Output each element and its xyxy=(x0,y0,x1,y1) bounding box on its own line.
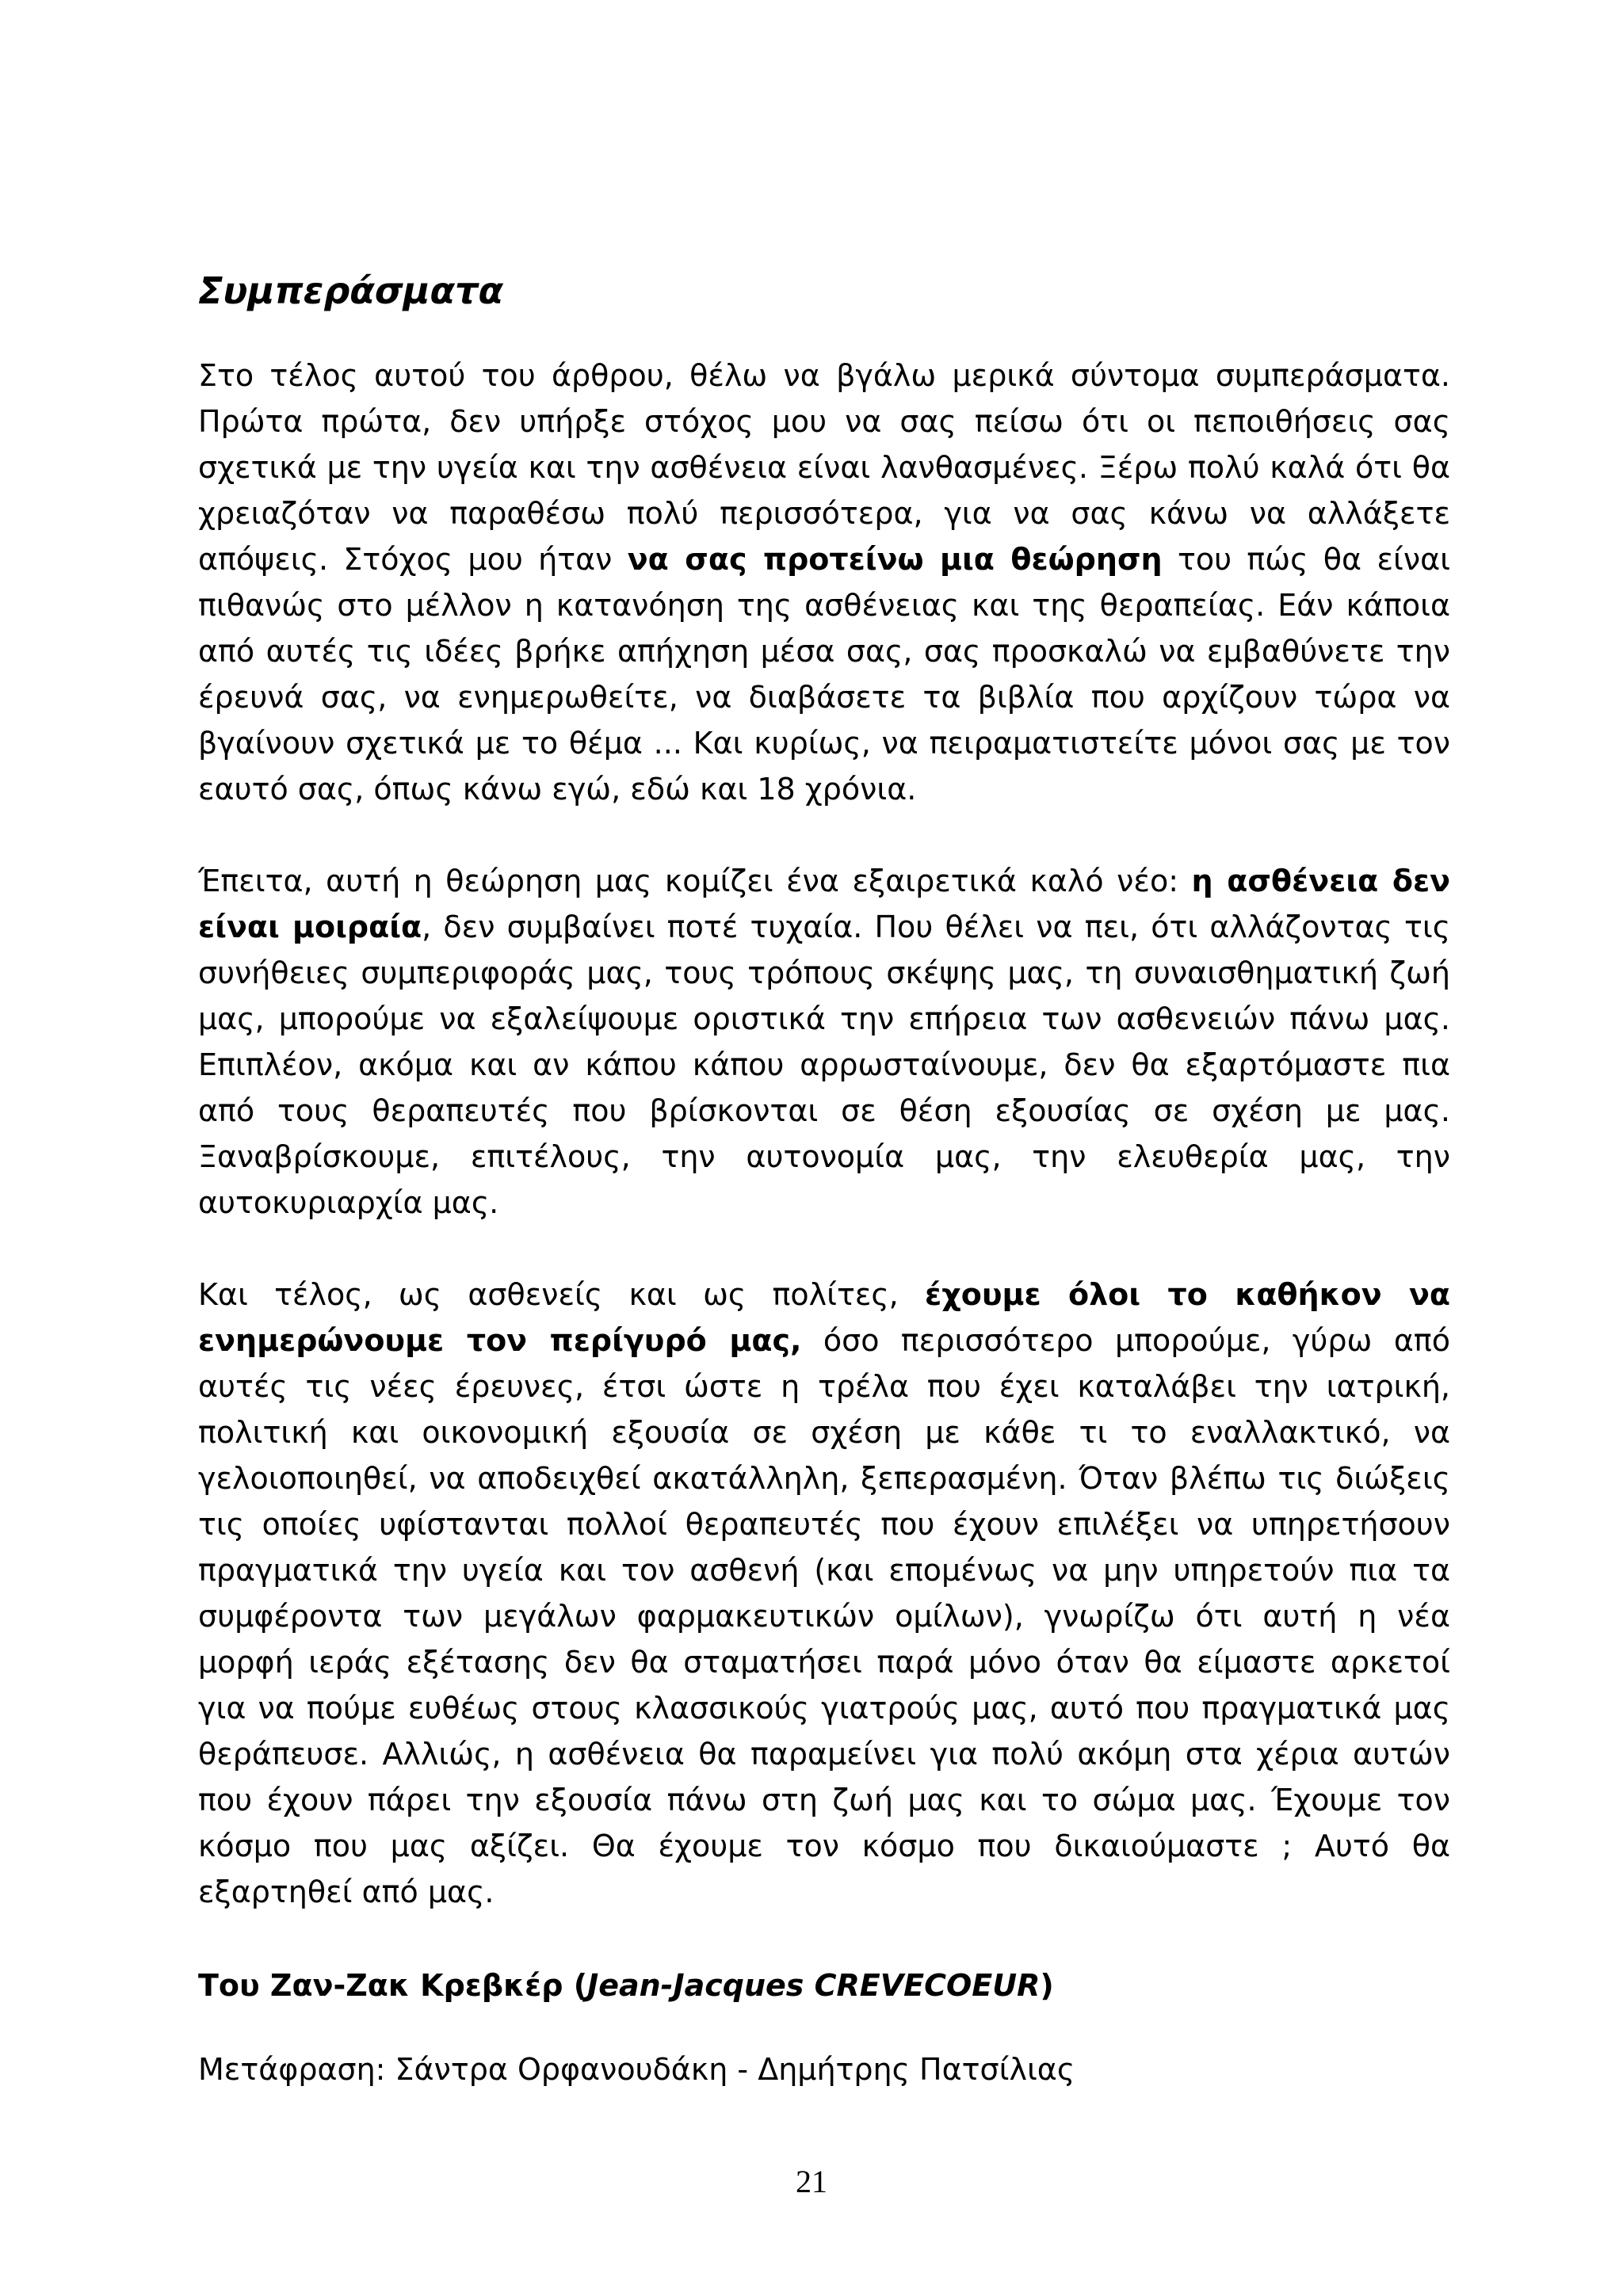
paragraph-2-text-b: , δεν συμβαίνει ποτέ τυχαία. Που θέλει να πει, ότι αλλάζοντας τις συνήθειες συμπεριφοράς μας, τους τρόπους σκέψης μας, τη συναισθηματική ζωή μας, μπορούμε να εξαλείψουμε οριστικά την επήρεια των ασθενειών πάνω μας. Επιπλέον, ακόμα και αν κάπου κάπου αρρωσταίνουμε, δεν θα εξαρτόμαστε πια από τους θεραπευτές που βρίσκονται σε θέση εξουσίας σε σχέση με μας. Ξαναβρίσκουμε, επιτέλους, την αυτονομία μας, την ελευθερία μας, την αυτοκυριαρχία μας. xyxy=(198,910,1450,1221)
paragraph-1-text-b: του πώς θα είναι πιθανώς στο μέλλον η κατανόηση της ασθένειας και της θεραπείας. Εάν κάποια από αυτές τις ιδέες βρήκε απήχηση μέσα σας, σας προσκαλώ να εμβαθύνετε την έρευνά σας, να ενημερωθείτε, να διαβάσετε τα βιβλία που αρχίζουν τώρα να βγαίνουν σχετικά με το θέμα ... Και κυρίως, να πειραματιστείτε μόνοι σας με τον εαυτό σας, όπως κάνω εγώ, εδώ και 18 χρόνια. xyxy=(198,542,1450,807)
paragraph-1 xyxy=(198,353,1450,812)
paragraph-3-text-a: Και τέλος, ως ασθενείς και ως πολίτες, xyxy=(198,1277,926,1313)
paragraph-1-emphasis: να σας προτείνω μια θεώρηση xyxy=(627,542,1163,578)
paragraph-3 xyxy=(198,1272,1450,1915)
paragraph-3-text-b: όσο περισσότερο μπορούμε, γύρω από αυτές τις νέες έρευνες, έτσι ώστε η τρέλα που έχει καταλάβει την ιατρική, πολιτική και οικονομική εξουσία σε σχέση με κάθε τι το εναλλακτικό, να γελοιοποιηθεί, να αποδειχθεί ακατάλληλη, ξεπερασμένη. Όταν βλέπω τις διώξεις τις οποίες υφίστανται πολλοί θεραπευτές που έχουν επιλέξει να υπηρετήσουν πραγματικά την υγεία και τον ασθενή (και επομένως να μην υπηρετούν πια τα συμφέροντα των μεγάλων φαρμακευτικών ομίλων), γνωρίζω ότι αυτή η νέα μορφή ιεράς εξέτασης δεν θα σταματήσει παρά μόνο όταν θα είμαστε αρκετοί για να πούμε ευθέως στους κλασσικούς γιατρούς μας, αυτό που πραγματικά μας θεράπευσε. Αλλιώς, η ασθένεια θα παραμείνει για πολύ ακόμη στα χέρια αυτών που έχουν πάρει την εξουσία πάνω στη ζωή μας και το σώμα μας. Έχουμε τον κόσμο που μας αξίζει. Θα έχουμε τον κόσμο που δικαιούμαστε ; Αυτό θα εξαρτηθεί από μας. xyxy=(198,1323,1450,1910)
translators-line: Μετάφραση: Σάντρα Ορφανουδάκη - Δημήτρης Πατσίλιας xyxy=(198,2052,1075,2088)
author-name-latin: Jean-Jacques CREVECOEUR xyxy=(587,1968,1041,2004)
paragraph-2-emphasis: η ασθένεια δεν είναι μοιραία xyxy=(198,864,1450,945)
paragraph-3-emphasis: έχουμε όλοι το καθήκον να ενημερώνουμε τον περίγυρό μας, xyxy=(198,1277,1450,1359)
paragraph-2 xyxy=(198,858,1450,1226)
page-number: 21 xyxy=(796,2164,827,2199)
author-line xyxy=(198,1962,1450,2008)
section-heading: Συμπεράσματα xyxy=(198,269,504,312)
author-prefix: Του Ζαν-Ζακ Κρεβκέρ ( xyxy=(198,1968,588,2004)
document-page xyxy=(198,269,1450,2092)
author-suffix: ) xyxy=(1040,1968,1054,2004)
paragraph-2-text-a: Έπειτα, αυτή η θεώρηση μας κομίζει ένα εξαιρετικά καλό νέο: xyxy=(198,864,1192,899)
paragraph-1-text-a: Στο τέλος αυτού του άρθρου, θέλω να βγάλω μερικά σύντομα συμπεράσματα. Πρώτα πρώτα, δεν υπήρξε στόχος μου να σας πείσω ότι οι πεποιθήσεις σας σχετικά με την υγεία και την ασθένεια είναι λανθασμένες. Ξέρω πολύ καλά ότι θα χρειαζόταν να παραθέσω πολύ περισσότερα, για να σας κάνω να αλλάξετε απόψεις. Στόχος μου ήταν xyxy=(198,358,1450,578)
